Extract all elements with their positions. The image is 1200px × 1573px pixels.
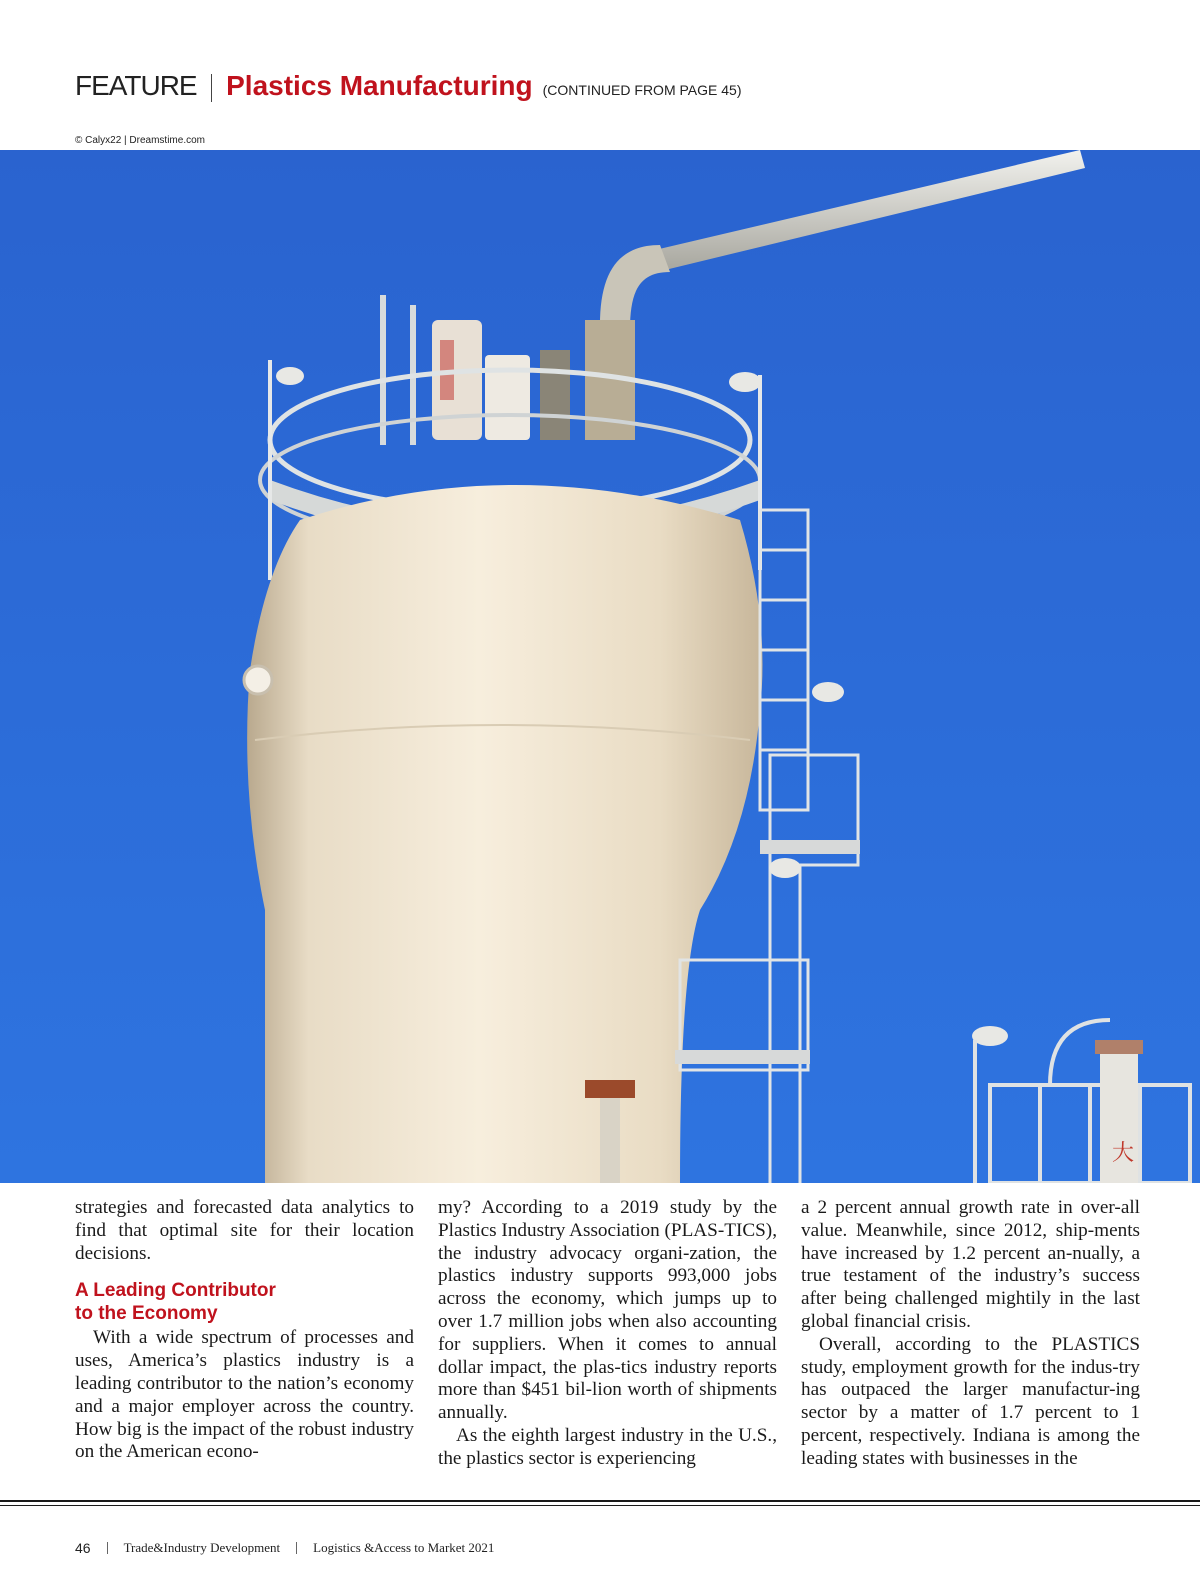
paragraph: strategies and forecasted data analytics to find that optimal site for their location decisions. (75, 1197, 414, 1264)
footer-divider (296, 1542, 297, 1554)
tank-manway (244, 666, 272, 694)
valve-flange (585, 1080, 635, 1098)
lamp-icon (769, 858, 801, 878)
footer-divider (107, 1542, 108, 1554)
paragraph: As the eighth largest industry in the U.S., the plastics sector is experiencing (438, 1424, 777, 1469)
photo-credit: © Calyx22 | Dreamstime.com (75, 135, 205, 146)
article-body (0, 1197, 1200, 1487)
publication-name: Trade&Industry Development (123, 1540, 281, 1555)
lamp-icon (729, 372, 761, 392)
issue-name: Logistics &Access to Market 2021 (313, 1540, 495, 1555)
footer-rule (0, 1500, 1200, 1502)
section-label: FEATURE (75, 70, 197, 101)
top-vessel (432, 320, 482, 440)
tank-marking: 大 (1112, 1140, 1135, 1165)
subheading-line: to the Economy (75, 1303, 218, 1325)
refinery-tower-illustration (0, 150, 1200, 1183)
footer-rule-thin (0, 1505, 1200, 1506)
lamp-icon (972, 1026, 1008, 1046)
column-3 (801, 1197, 1140, 1471)
subheading (75, 1279, 414, 1325)
header-divider (211, 74, 213, 102)
paragraph: Overall, according to the PLASTICS study, employment growth for the indus-try has outpaced the larger manufactur-ing sector by a matter of 1.7 percent to 1 percent, respectively. Indiana is among the leading states with businesses in the (801, 1333, 1140, 1469)
lamp-icon (276, 367, 304, 385)
paragraph: With a wide spectrum of processes and uses, America’s plastics industry is a leading contributor to the nation’s economy and a major employer across the country. How big is the impact of the robust industry on the American econo- (75, 1327, 414, 1463)
page-number: 46 (75, 1540, 91, 1556)
paragraph: my? According to a 2019 study by the Plastics Industry Association (PLAS-TICS), the industry advocacy organi-zation, the plastics industry supports 993,000 jobs across the economy, which jumps up to over 1.7 million jobs when also accounting for suppliers. When it comes to annual dollar impact, the plas-tics industry reports more than $451 bil-lion worth of shipments annually. (438, 1197, 777, 1424)
page-header (75, 70, 742, 106)
lamp-icon (812, 682, 844, 702)
continued-note: (CONTINUED FROM PAGE 45) (542, 82, 742, 98)
paragraph: a 2 percent annual growth rate in over-all value. Meanwhile, since 2012, ship-ments have increased by 1.2 percent an-nually, a true testament of the industry’s success after being challenged mightily in the last global financial crisis. (801, 1197, 1140, 1332)
feature-photo (0, 150, 1200, 1183)
subheading-line: A Leading Contributor (75, 1280, 276, 1302)
column-2 (438, 1197, 777, 1471)
page-footer (75, 1540, 494, 1556)
article-title: Plastics Manufacturing (226, 70, 533, 101)
column-1 (75, 1197, 414, 1464)
